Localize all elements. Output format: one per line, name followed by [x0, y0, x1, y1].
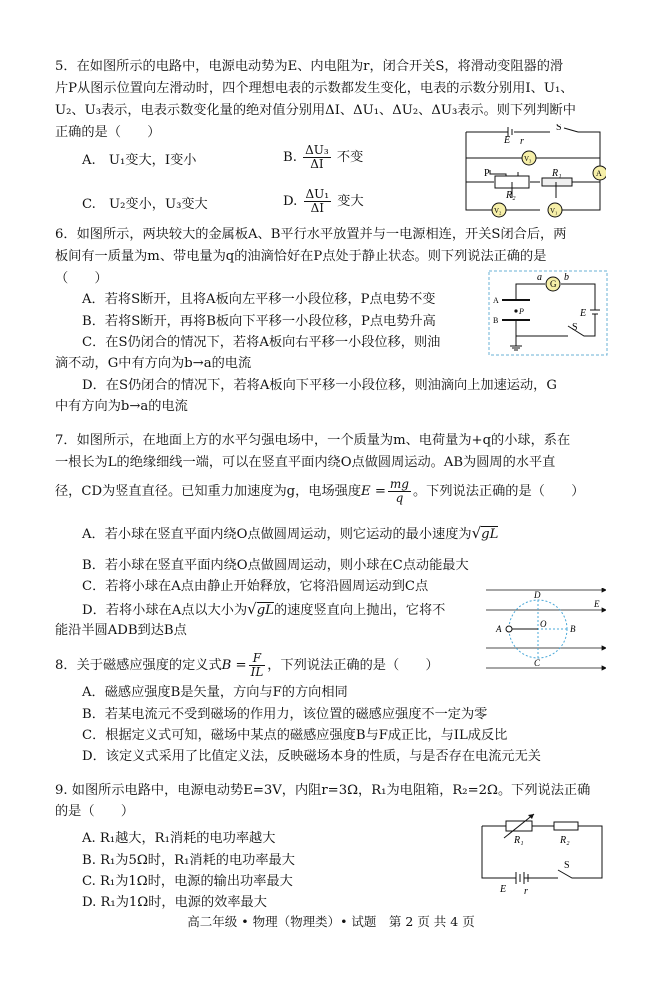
q5-option-b-numerator: ΔU₃: [305, 143, 329, 157]
q5-fig-r2: R₂: [506, 190, 516, 201]
q8-formula-b: B =: [221, 658, 247, 673]
q5-line-4: 正确的是（ ）: [55, 125, 161, 140]
q6-fig-plate-a: A: [493, 296, 499, 305]
q9-circuit-diagram: [474, 812, 610, 896]
q5-fig-r1: R₁: [552, 168, 562, 179]
q5-circuit-diagram: [460, 124, 606, 220]
q6-option-c-1: C．在S仍闭合的情况下，若将A板向右平移一小段位移，则油: [82, 335, 441, 350]
q7-option-c: C．若将小球在A点由静止开始释放，它将沿圆周运动到C点: [82, 579, 429, 594]
q6-line-1: 6．如图所示，两块较大的金属板A、B平行水平放置并与一电源相连，开关S闭合后，两: [55, 227, 567, 242]
q5-fig-p: P: [484, 168, 490, 179]
q5-fig-v3: V₃: [524, 155, 532, 163]
q7-line-3-tail: 。下列说法正确的是（ ）: [412, 484, 585, 499]
q6-oil-drop-icon: [514, 309, 517, 312]
q7-line-3-text: 径，CD为竖直直径。已知重力加速度为g，电场强度: [55, 484, 362, 499]
q6-fig-a: a: [537, 272, 542, 283]
q5-option-d-numerator: ΔU₁: [305, 187, 330, 201]
q5-option-d: [283, 188, 364, 215]
q6-fig-p: P: [519, 307, 524, 316]
q8-option-d: D．该定义式采用了比值定义法，反映磁场本身的性质，与是否存在电流元无关: [82, 749, 541, 764]
q5-option-b-denominator: ΔI: [310, 157, 324, 171]
q6-option-a: A．若将S断开，且将A板向左平移一小段位移，P点电势不变: [82, 292, 436, 307]
q5-fig-s: S: [556, 124, 562, 133]
q9-option-d: D. R₁为1Ω时，电源的效率最大: [82, 895, 267, 910]
q8-option-b: B．若某电流元不受到磁场的作用力，该位置的磁感应强度不一定为零: [82, 707, 488, 722]
q9-option-a: A. R₁越大，R₁消耗的电功率越大: [82, 831, 276, 846]
q5-option-b-label: B.: [283, 150, 297, 165]
q9-fig-s: S: [564, 860, 570, 871]
q7-formula-denominator: q: [395, 491, 404, 505]
q5-option-d-fraction: [304, 188, 332, 215]
q5-option-b-text: 不变: [336, 150, 364, 165]
q7-fig-e: E: [594, 599, 600, 609]
q7-option-d-tail: 的速度竖直向上抛出，它将不: [273, 603, 446, 618]
q7-option-a: [82, 524, 498, 544]
q7-option-a-text: A．若小球在竖直平面内绕O点做圆周运动，则它运动的最小速度为: [82, 527, 472, 542]
q6-fig-s: S: [572, 322, 578, 333]
q5-fig-v1: V₁: [550, 207, 558, 215]
q5-option-d-label: D.: [283, 194, 298, 209]
q8-formula-fraction: [249, 652, 266, 679]
q7-fig-a: A: [496, 624, 502, 634]
q9-option-c: C. R₁为1Ω时，电源的输出功率最大: [82, 874, 293, 889]
q7-line-3: [55, 478, 584, 505]
q6-fig-g: G: [550, 279, 557, 289]
q5-line-1: 5．在如图所示的电路中，电源电动势为E、内电阻为r，闭合开关S，将滑动变阻器的滑: [55, 59, 564, 74]
q8-line-1-tail: ，下列说法正确的是（ ）: [267, 658, 439, 673]
q7-formula-fraction: [388, 478, 411, 505]
q6-capacitor-diagram: [488, 270, 608, 356]
q7-ball-icon: [506, 626, 512, 632]
q9-line-2: 的是（ ）: [55, 804, 135, 819]
q6-option-d-2: 中有方向为b→a的电流: [55, 399, 188, 414]
q6-option-b: B．若将S断开，再将B板向下平移一小段位移，P点电势升高: [82, 314, 436, 329]
q5-line-3: U₂、U₃表示，电表示数变化量的绝对值分别用ΔI、ΔU₁、ΔU₂、ΔU₃表示。则下列判断中: [55, 103, 576, 118]
q8-formula-denominator: IL: [250, 665, 264, 679]
q5-fig-e: E: [504, 135, 511, 146]
q8-option-a: A．磁感应强度B是矢量，方向与F的方向相同: [82, 685, 348, 700]
q7-option-d-2: 能沿半圆ADB到达B点: [55, 623, 187, 638]
q6-fig-plate-b: B: [493, 316, 499, 325]
q7-line-2: 一根长为L的绝缘细线一端，可以在竖直平面内绕O点做圆周运动。AB为圆周的水平直: [55, 455, 556, 470]
q9-line-1: 9. 如图所示电路中，电源电动势E=3V，内阻r=3Ω，R₁为电阻箱，R₂=2Ω。下列说法正确: [55, 783, 591, 798]
q7-line-1: 7．如图所示，在地面上方的水平匀强电场中，一个质量为m、电荷量为+q的小球，系在: [55, 433, 571, 448]
q7-field-diagram: [486, 588, 606, 674]
q7-fig-b: B: [570, 624, 576, 634]
q5-option-a: A. U₁变大，I变小: [82, 153, 197, 168]
q7-fig-o: O: [540, 619, 547, 629]
q7-fig-c: C: [534, 658, 541, 668]
q5-option-b-fraction: [303, 144, 331, 171]
q7-fig-d: D: [534, 590, 541, 600]
q7-option-a-root: gL: [481, 527, 499, 542]
q9-fig-e: E: [500, 884, 507, 895]
q5-option-d-text: 变大: [337, 194, 364, 209]
q5-option-c: C. U₂变小，U₃变大: [82, 197, 208, 212]
q5-line-2: 片P从图示位置向左滑动时，四个理想电表的示数都发生变化，电表的示数分别用I、U₁、: [55, 81, 574, 96]
q6-fig-b: b: [564, 272, 569, 283]
q9-fig-r: r: [524, 886, 528, 896]
q7-option-d: [82, 600, 445, 620]
q7-formula-e: E =: [361, 484, 386, 499]
page-footer: 高二年级 • 物理（物理类）• 试题 第 2 页 共 4 页: [187, 914, 475, 929]
sqrt-icon: √: [471, 524, 482, 542]
q9-option-b: B. R₁为5Ω时，R₁消耗的电功率最大: [82, 853, 295, 868]
q8-option-c: C．根据定义式可知，磁场中某点的磁感应强度B与F成正比，与IL成反比: [82, 728, 508, 743]
q6-option-c-2: 滴不动，G中有方向为b→a的电流: [55, 356, 252, 371]
q7-formula-numerator: mg: [389, 477, 409, 491]
q9-fig-r1: R₁: [514, 835, 524, 846]
q7-option-b: B．若小球在竖直平面内绕O点做圆周运动，则小球在C点动能最大: [82, 558, 469, 573]
q5-fig-v2: V₂: [494, 207, 502, 215]
q7-option-d-root: gL: [256, 603, 274, 618]
q8-line-1-text: 8．关于磁感应强度的定义式: [55, 658, 222, 673]
q9-fig-r2: R₂: [560, 835, 570, 846]
q5-option-d-denominator: ΔI: [310, 201, 324, 215]
q8-formula-numerator: F: [249, 652, 266, 666]
q5-fig-a: A: [596, 169, 602, 178]
q8-line-1: [55, 652, 439, 679]
sqrt-icon: √: [247, 600, 257, 618]
q7-option-d-text: D．若将小球在A点以大小为: [82, 603, 248, 618]
q6-option-d-1: D．在S仍闭合的情况下，若将A板向下平移一小段位移，则油滴向上加速运动，G: [82, 378, 557, 393]
q6-line-2: 板间有一质量为m、带电量为q的油滴恰好在P点处于静止状态。则下列说法正确的是: [55, 249, 547, 264]
q6-line-3: （ ）: [55, 271, 108, 286]
q6-fig-e: E: [580, 308, 587, 319]
q5-option-b: [283, 144, 363, 171]
q5-fig-r: r: [520, 136, 524, 147]
